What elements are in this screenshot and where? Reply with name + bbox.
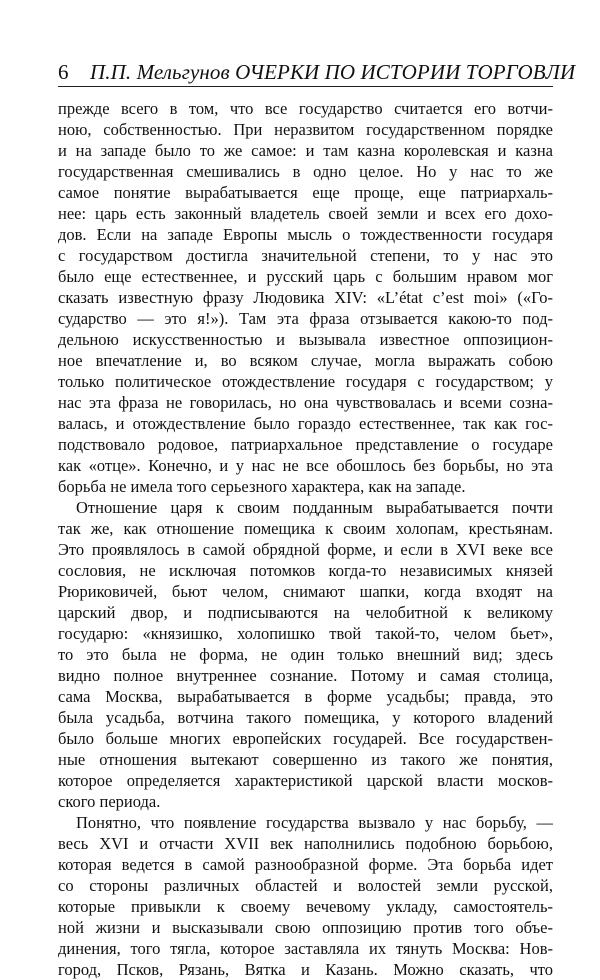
text-line: то это была не форма, не один только внешний вид; здесь	[58, 645, 553, 664]
text-line: была усадьба, вотчина такого помещика, у которого владений	[58, 708, 553, 727]
text-line: ное впечатление и, во всяком случае, могла выражать собою	[58, 351, 553, 370]
text-line: Понятно, что появление государства вызвало у нас борьбу, —	[76, 813, 553, 832]
text-line: так же, как отношение помещика к своим холопам, крестьянам.	[58, 519, 553, 538]
text-line: динения, того тягла, которое заставляла их тянуть Москва: Нов-	[58, 939, 553, 958]
text-line: сударство — это я!»). Там эта фраза отзывается какою-то под-	[58, 309, 553, 328]
text-line: ною, собственностью. При неразвитом государственном порядке	[58, 120, 553, 139]
text-line: Это проявлялось в самой обрядной форме, и если в XVI веке все	[58, 540, 553, 559]
text-line: дов. Если на западе Европы мысль о тождественности государя	[58, 225, 553, 244]
paragraph	[58, 812, 553, 980]
text-line: как «отце». Конечно, и у нас не все обошлось без борьбы, но эта	[58, 456, 553, 475]
text-line: которая ведется в самой разнообразной форме. Эта борьба идет	[58, 855, 553, 874]
text-line: борьба не имела того серьезного характера, как на западе.	[58, 477, 466, 496]
text-line: прежде всего в том, что все государство считается его вотчи-	[58, 99, 553, 118]
text-line: сама Москва, вырабатывается в форме усадьбы; правда, это	[58, 687, 553, 706]
text-line: весь XVI и отчасти XVII век наполнились подобною борьбою,	[58, 834, 553, 853]
text-line: Отношение царя к своим подданным вырабатывается почти	[76, 498, 553, 517]
running-head: П.П. Мельгунов ОЧЕРКИ ПО ИСТОРИИ ТОРГОВЛИ	[90, 60, 576, 84]
text-line: ные отношения вытекают совершенно из такого же понятия,	[58, 750, 553, 769]
page-header	[58, 58, 576, 87]
page-number: 6	[58, 60, 69, 84]
paragraph	[58, 98, 553, 497]
text-line: ной жизни и высказывали свою оппозицию против того объе-	[58, 918, 553, 937]
text-line: подствовало родовое, патриархальное представление о государе	[58, 435, 553, 454]
paragraph	[58, 497, 553, 812]
text-line: видно полное внутреннее сознание. Потому и самая столица,	[58, 666, 553, 685]
text-line: нас эта фраза не говорилась, но она чувствовалась и всеми созна-	[58, 393, 553, 412]
text-line: Рюриковичей, бьют челом, снимают шапки, когда входят на	[58, 582, 553, 601]
text-line: сказать известную фразу Людовика XIV: «L’état c’est moi» («Го-	[58, 288, 553, 307]
text-line: дельною искусственностью и вызывала известное оппозицион-	[58, 330, 553, 349]
text-line: сословия, не исключая потомков когда-то независимых князей	[58, 561, 553, 580]
text-line: нее: царь есть законный владетель своей земли и всех его дохо-	[58, 204, 553, 223]
text-line: было еще естественнее, и русский царь с большим нравом мог	[58, 267, 553, 286]
text-line: самое понятие вырабатывается еще проще, еще патриархаль-	[58, 183, 553, 202]
text-line: с государством достигла значительной степени, то у нас это	[58, 246, 553, 265]
text-line: которые привыкли к своему вечевому укладу, самостоятель-	[58, 897, 553, 916]
text-line: государственная смешивались в одно целое. Но у нас то же	[58, 162, 553, 181]
text-line: царский двор, и подписываются на челобитной к великому	[58, 603, 553, 622]
text-line: государю: «князишко, холопишко твой такой-то, челом бьет»,	[58, 624, 553, 643]
text-line: только политическое отождествление государя с государством; у	[58, 372, 553, 391]
text-line: и на западе было то же самое: и там казна королевская и казна	[58, 141, 553, 160]
text-line: город, Псков, Рязань, Вятка и Казань. Можно сказать, что	[58, 960, 553, 979]
text-line: которое определяется характеристикой царской власти москов-	[58, 771, 553, 790]
body-text	[58, 98, 553, 980]
text-line: ского периода.	[58, 792, 161, 811]
text-line: валась, и отождествление было гораздо естественнее, так как гос-	[58, 414, 553, 433]
text-line: со стороны различных областей и волостей земли русской,	[58, 876, 553, 895]
text-line: было больше многих европейских государей. Все государствен-	[58, 729, 553, 748]
